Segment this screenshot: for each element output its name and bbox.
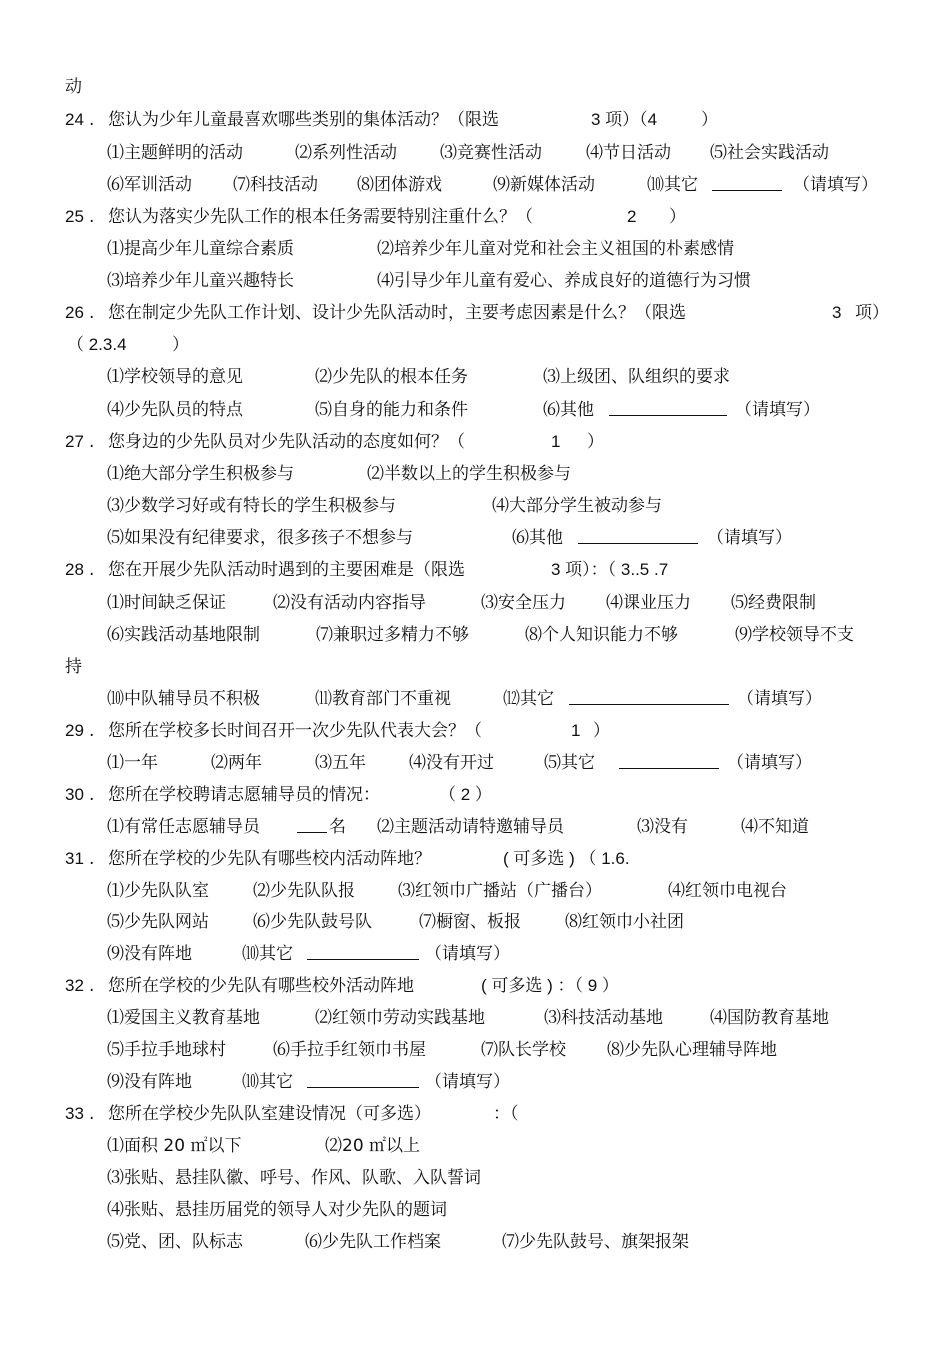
option: ⑴学校领导的意见 bbox=[107, 367, 243, 387]
option-row-continued: 持 bbox=[65, 657, 82, 677]
question-limit: 3 项）（4 bbox=[591, 110, 658, 129]
option: ⑹少先队鼓号队 bbox=[253, 912, 372, 932]
option: ⑹少先队工作档案 bbox=[305, 1232, 441, 1252]
question-answer: ( 可多选 ) ：（ 9 ） bbox=[481, 976, 619, 995]
question-close: ） bbox=[669, 207, 686, 227]
question-close: ） bbox=[172, 335, 189, 355]
option: ⑶竞赛性活动 bbox=[440, 143, 542, 163]
option: ⑼没有阵地 bbox=[107, 944, 192, 964]
option: ⑷张贴、悬挂历届党的领导人对少先队的题词 bbox=[107, 1200, 447, 1220]
question-answer: （ 2.3.4 bbox=[67, 335, 127, 354]
fill-in-blank[interactable] bbox=[712, 174, 782, 191]
fill-in-blank[interactable] bbox=[609, 399, 727, 416]
option: ⑺少先队鼓号、旗架报架 bbox=[502, 1232, 689, 1252]
option: ⑴有常任志愿辅导员 bbox=[107, 817, 260, 837]
option: ⑹实践活动基地限制 bbox=[107, 625, 260, 645]
survey-page: 动 24 . 您认为少年儿童最喜欢哪些类别的集体活动？（限选 3 项）（4 ） ⑴主题鲜明的活动 ⑵系列性活动 ⑶竞赛性活动 ⑷节日活动 ⑸社会实践活动 ⑹军训活动 ⑺科技活动 ⑻团体游戏 ⑼新媒体活动 ⑽其它 （请填写） 25 . 您认为落实少先队工作的根本任务需要特别注重什么？（ 2 ） ⑴提高少年儿童综合素质 ⑵培养少年儿童对党和社会主义祖国的朴素感情 ⑶培养少年儿童兴趣特长 ⑷引导少年儿童有爱心、养成良好的道德行为习惯 26 . 您在制定少先队工作计划、设计少先队活动时，主要考虑因素是什么？（限选 3 项） （ 2.3.4 ） ⑴学校领导的意见 ⑵少先队的根本任务 ⑶上级团、队组织的要求 ⑷少先队员的特点 ⑸自身的能力和条件 ⑹其他 （请填写） 27 . 您身边的少先队员对少先队活动的态度如何？（ 1 ） ⑴绝大部分学生积极参与 ⑵半数以上的学生积极参与 ⑶少数学习好或有特长的学生积极参与 ⑷大部分学生被动参与 ⑸如果没有纪律要求，很多孩子不想参与 ⑹其他 （请填写） 28 . 您在开展少先队活动时遇到的主要困难是（限选 3 项）：（ 3..5 .7 ⑴时间缺乏保证 ⑵没有活动内容指导 ⑶安全压力 ⑷课业压力 ⑸经费限制 ⑹实践活动基地限制 ⑺兼职过多精力不够 ⑻个人知识能力不够 ⑼学校领导不支 持 ⑽中队辅导员不积极 ⑾教育部门不重视 ⑿其它 （请填写） 29 . 您所在学校多长时间召开一次少先队代表大会？（ 1 ） ⑴一年 ⑵两年 ⑶五年 ⑷没有开过 ⑸其它 （请填写） 30 . 您所在学校聘请志愿辅导员的情况： （ 2 ） ⑴有常任志愿辅导员 名 ⑵主题活动请特邀辅导员 ⑶没有 ⑷不知道 31 . 您所在学校的少先队有哪些校内活动阵地？ ( 可多选 ) （ 1.6. ⑴少先队队室 ⑵少先队队报 ⑶红领巾广播站（广播台） ⑷红领巾电视台 ⑸少先队网站 ⑹少先队鼓号队 ⑺橱窗、板报 ⑻红领巾小社团 ⑼没有阵地 ⑽其它 （请填写） 32 . 您所在学校的少先队有哪些校外活动阵地 ( 可多选 ) ：（ 9 ） ⑴爱国主义教育基地 ⑵红领巾劳动实践基地 ⑶科技活动基地 ⑷国防教育基地 ⑸手拉手地球村 ⑹手拉手红领巾书屋 ⑺队长学校 ⑻少先队心理辅导阵地 ⑼没有阵地 ⑽其它 （请填写） 33 . 您所在学校少先队队室建设情况（可多选） ：（ ⑴面积 20 ㎡以下 ⑵20 ㎡以上 ⑶张贴、悬挂队徽、呼号、作风、队歌、入队誓词 ⑷张贴、悬挂历届党的领导人对少先队的题词 ⑸党、团、队标志 ⑹少先队工作档案 ⑺少先队鼓号、旗架报架 bbox=[0, 0, 950, 1345]
question-close: ） bbox=[587, 432, 604, 452]
option: ⑴少先队队室 bbox=[107, 881, 209, 901]
fill-in-hint: （请填写） bbox=[793, 175, 878, 195]
question-text: 您所在学校多长时间召开一次少先队代表大会？（ bbox=[108, 721, 482, 741]
option: ⑺队长学校 bbox=[481, 1040, 566, 1060]
question-number: 32 bbox=[65, 976, 84, 995]
fill-in-blank[interactable] bbox=[578, 527, 698, 544]
fill-in-hint: （请填写） bbox=[425, 1072, 510, 1092]
option: ⑷不知道 bbox=[741, 817, 809, 837]
option-unit: 名 bbox=[329, 817, 346, 837]
option: ⑵两年 bbox=[211, 753, 262, 773]
option: ⑸如果没有纪律要求，很多孩子不想参与 bbox=[107, 528, 413, 548]
option: ⑴一年 bbox=[107, 753, 158, 773]
question-number: 26 bbox=[65, 303, 84, 322]
question-text: 您所在学校的少先队有哪些校外活动阵地 bbox=[108, 976, 414, 996]
question-close: ） bbox=[701, 110, 718, 130]
fill-in-blank[interactable] bbox=[307, 943, 419, 960]
question-text: 您所在学校少先队队室建设情况（可多选） bbox=[108, 1104, 431, 1124]
question-text: 您所在学校聘请志愿辅导员的情况： bbox=[108, 785, 380, 805]
fill-in-hint: （请填写） bbox=[735, 400, 820, 420]
option: ⑶科技活动基地 bbox=[544, 1008, 663, 1028]
question-text: 您所在学校的少先队有哪些校内活动阵地？ bbox=[108, 849, 431, 869]
question-text: 您在制定少先队工作计划、设计少先队活动时，主要考虑因素是什么？（限选 bbox=[108, 303, 686, 323]
option: ⑽其它 bbox=[242, 944, 293, 964]
question-number: 25 bbox=[65, 207, 84, 226]
question-number: 24 bbox=[65, 110, 84, 129]
question-close: ） bbox=[593, 721, 610, 741]
question-answer: （ 2 ） bbox=[439, 785, 492, 804]
question-text: 您身边的少先队员对少先队活动的态度如何？（ bbox=[108, 432, 465, 452]
option: ⑿其它 bbox=[503, 689, 554, 709]
option: ⑵没有活动内容指导 bbox=[273, 593, 426, 613]
question-number: 33 bbox=[65, 1104, 84, 1123]
option: ⑹其他 bbox=[543, 400, 594, 420]
option: ⑵培养少年儿童对党和社会主义祖国的朴素感情 bbox=[377, 239, 734, 259]
fill-in-blank[interactable] bbox=[297, 816, 327, 833]
question-answer: 1 bbox=[551, 432, 561, 451]
question-text: 您在开展少先队活动时遇到的主要困难是（限选 bbox=[108, 560, 465, 580]
option: ⑺科技活动 bbox=[233, 175, 318, 195]
fill-in-hint: （请填写） bbox=[727, 753, 812, 773]
option: ⑺兼职过多精力不够 bbox=[316, 625, 469, 645]
option: ⑶培养少年儿童兴趣特长 bbox=[107, 271, 294, 291]
option: ⑶张贴、悬挂队徽、呼号、作风、队歌、入队誓词 bbox=[107, 1168, 481, 1188]
option: ⑾教育部门不重视 bbox=[315, 689, 451, 709]
option: ⑸社会实践活动 bbox=[710, 143, 829, 163]
option: ⑽其它 bbox=[242, 1072, 293, 1092]
option: ⑷课业压力 bbox=[606, 593, 691, 613]
option: ⑶上级团、队组织的要求 bbox=[543, 367, 730, 387]
option: ⑶少数学习好或有特长的学生积极参与 bbox=[107, 496, 396, 516]
option: ⑼没有阵地 bbox=[107, 1072, 192, 1092]
option: ⑻红领巾小社团 bbox=[565, 912, 684, 932]
option: ⑻个人知识能力不够 bbox=[525, 625, 678, 645]
option: ⑴爱国主义教育基地 bbox=[107, 1008, 260, 1028]
question-number: 27 bbox=[65, 432, 84, 451]
option: ⑵少先队队报 bbox=[253, 881, 355, 901]
option: ⑹其他 bbox=[512, 528, 563, 548]
question-limit: 3 bbox=[832, 303, 842, 322]
option: ⑷国防教育基地 bbox=[710, 1008, 829, 1028]
question-number: 30 bbox=[65, 785, 84, 804]
option: ⑻团体游戏 bbox=[357, 175, 442, 195]
option: ⑵半数以上的学生积极参与 bbox=[367, 464, 571, 484]
option: ⑴提高少年儿童综合素质 bbox=[107, 239, 294, 259]
option: ⑴主题鲜明的活动 bbox=[107, 143, 243, 163]
fill-in-hint: （请填写） bbox=[707, 528, 792, 548]
question-number: 31 bbox=[65, 849, 84, 868]
option: ⑴绝大部分学生积极参与 bbox=[107, 464, 294, 484]
option: ⑷少先队员的特点 bbox=[107, 400, 243, 420]
question-text: 您认为少年儿童最喜欢哪些类别的集体活动？（限选 bbox=[108, 110, 499, 130]
question-limit: 3 项）：（ 3..5 .7 bbox=[551, 560, 669, 579]
question-number: 29 bbox=[65, 721, 84, 740]
question-answer: 1 bbox=[571, 721, 581, 740]
option: ⑽其它 bbox=[647, 175, 698, 195]
option: ⑼新媒体活动 bbox=[493, 175, 595, 195]
option: ⑸经费限制 bbox=[731, 593, 816, 613]
fill-in-blank[interactable] bbox=[307, 1071, 419, 1088]
option: ⑴面积 20 ㎡以下 bbox=[107, 1136, 242, 1156]
question-answer: ：（ bbox=[493, 1104, 519, 1124]
option: ⑺橱窗、板报 bbox=[419, 912, 521, 932]
option: ⑷大部分学生被动参与 bbox=[492, 496, 662, 516]
lead-text: 动 bbox=[65, 77, 82, 97]
fill-in-hint: （请填写） bbox=[425, 944, 510, 964]
option: ⑵少先队的根本任务 bbox=[315, 367, 468, 387]
option: ⑵主题活动请特邀辅导员 bbox=[377, 817, 564, 837]
option: ⑵20 ㎡以上 bbox=[325, 1136, 421, 1156]
option: ⑷节日活动 bbox=[586, 143, 671, 163]
question-answer: ( 可多选 ) （ 1.6. bbox=[503, 849, 630, 868]
option: ⑸自身的能力和条件 bbox=[315, 400, 468, 420]
question-answer: 2 bbox=[627, 207, 637, 226]
option: ⑹手拉手红领巾书屋 bbox=[273, 1040, 426, 1060]
question-limit-unit: 项） bbox=[855, 303, 889, 323]
question-number: 28 bbox=[65, 560, 84, 579]
option: ⑶五年 bbox=[315, 753, 366, 773]
option: ⑷红领巾电视台 bbox=[668, 881, 787, 901]
option: ⑶安全压力 bbox=[481, 593, 566, 613]
option: ⑶红领巾广播站（广播台） bbox=[398, 881, 602, 901]
option: ⑻少先队心理辅导阵地 bbox=[607, 1040, 777, 1060]
option: ⑽中队辅导员不积极 bbox=[107, 689, 260, 709]
option: ⑷没有开过 bbox=[409, 753, 494, 773]
option: ⑹军训活动 bbox=[107, 175, 192, 195]
option: ⑵系列性活动 bbox=[295, 143, 397, 163]
option: ⑷引导少年儿童有爱心、养成良好的道德行为习惯 bbox=[377, 271, 751, 291]
option: ⑸少先队网站 bbox=[107, 912, 209, 932]
option: ⑸其它 bbox=[544, 753, 595, 773]
fill-in-blank[interactable] bbox=[569, 688, 729, 705]
option: ⑴时间缺乏保证 bbox=[107, 593, 226, 613]
fill-in-hint: （请填写） bbox=[737, 689, 822, 709]
option: ⑶没有 bbox=[637, 817, 688, 837]
option: ⑵红领巾劳动实践基地 bbox=[315, 1008, 485, 1028]
option: ⑼学校领导不支 bbox=[735, 625, 854, 645]
option: ⑸党、团、队标志 bbox=[107, 1232, 243, 1252]
question-text: 您认为落实少先队工作的根本任务需要特别注重什么？（ bbox=[108, 207, 533, 227]
option: ⑸手拉手地球村 bbox=[107, 1040, 226, 1060]
fill-in-blank[interactable] bbox=[619, 752, 719, 769]
